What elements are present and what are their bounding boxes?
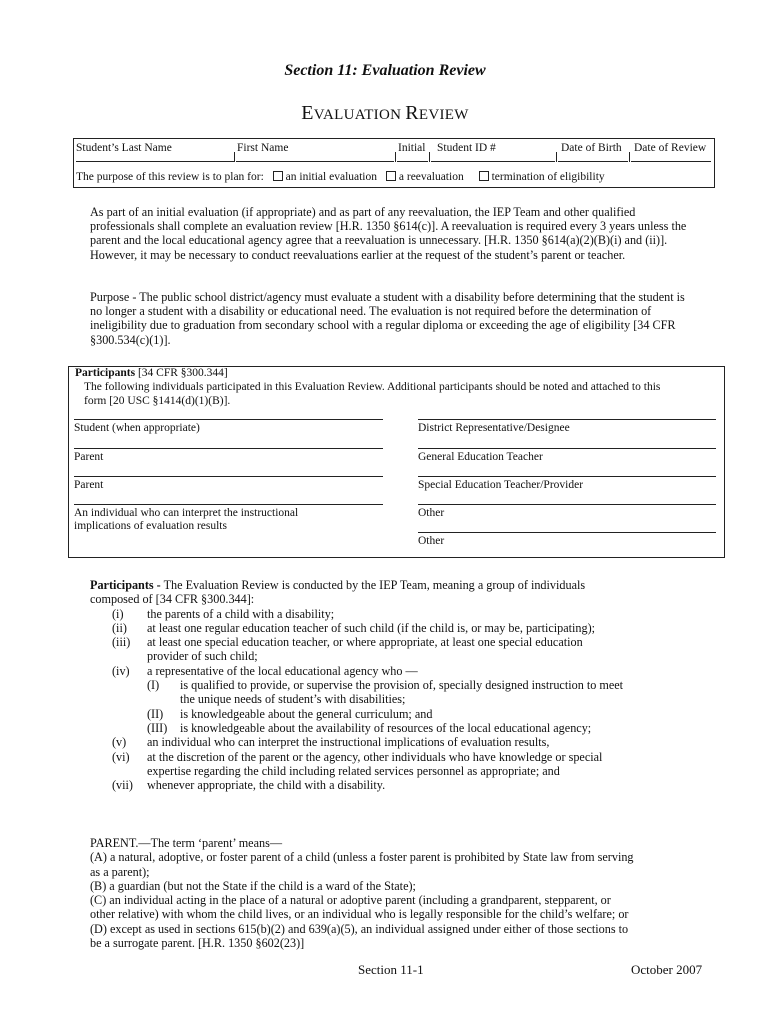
list-item-text: at the discretion of the parent or the agency, other individuals who have knowledge or special [147,749,603,764]
participants-list-intro-2: composed of [34 CFR §300.344]: [90,592,255,607]
signature-line-other-1[interactable] [418,504,716,505]
section-title: Section 11: Evaluation Review [284,62,486,79]
list-item [90,664,710,678]
participants-list-intro [90,578,710,592]
parent-def-line: (D) except as used in sections 615(b)(2) and 639(a)(5), an individual assigned under either of those sections to [90,921,629,936]
list-item-text: at least one special education teacher, or where appropriate, at least one special education [147,635,583,650]
field-divider [556,152,557,162]
list-item-number: (i) [112,606,124,621]
signature-line-gen-ed-teacher[interactable] [418,448,716,449]
list-item-continuation: provider of such child; [147,649,258,664]
sub-list-item [90,721,710,735]
title-letter-e: E [301,102,314,124]
sub-list-item [90,707,710,721]
initial-field[interactable] [397,161,428,162]
sped-teacher-label: Special Education Teacher/Provider [418,479,584,491]
signature-line-parent-1[interactable] [74,448,383,449]
sub-list-item-text: is knowledgeable about the general curriculum; and [180,706,433,721]
participants-list-heading: Participants - [90,578,161,592]
list-item-number: (vii) [112,778,133,793]
list-item [90,635,710,649]
last-name-label: Student’s Last Name [76,142,172,154]
title-part-1: VALUATION [313,107,406,123]
other-label-1: Other [418,507,445,519]
field-divider [629,152,630,162]
participants-list [90,578,710,792]
list-item-number: (iv) [112,663,130,678]
gen-ed-teacher-label: General Education Teacher [418,451,543,463]
student-signature-label: Student (when appropriate) [74,422,200,434]
student-id-field[interactable] [431,161,555,162]
first-name-field[interactable] [236,161,394,162]
date-review-label: Date of Review [634,142,707,154]
list-item-text: the parents of a child with a disability; [147,606,335,621]
list-item [90,735,710,749]
participants-heading-bold: Participants [75,367,136,379]
district-rep-label: District Representative/Designee [418,422,570,434]
parent-def-line: other relative) with whom the child lives, or an individual who is legally responsible for the child’s welfare; or [90,907,629,922]
termination-label: termination of eligibility [491,171,605,183]
participants-list-intro-1: The Evaluation Review is conducted by the IEP Team, meaning a group of individuals [160,578,586,592]
list-item-text: at least one regular education teacher of such child (if the child is, or may be, participating); [147,620,596,635]
intro-paragraph-1: As part of an initial evaluation (if appropriate) and as part of any reevaluation, the IEP Team and other qualified professionals shall complete an evaluation review [H.R. 1350 §614(c)]. A reevaluation is required every 3 years unless the parent and the local educational agency agree that a reevaluation is unnecessary. [H.R. 1350 §614(a)(2)(B)(i) and (ii)]. However, it may be necessary to conduct reevaluations earlier at the request of the student’s parent or teacher. [90,205,687,262]
parent-signature-label: Parent [74,451,104,463]
sub-list-item-number: (II) [147,706,164,721]
student-id-label: Student ID # [437,142,496,154]
other-label-2: Other [418,535,445,547]
parent-def-line: (C) an individual acting in the place of a natural or adoptive parent (including a grandparent, stepparent, or [90,893,611,908]
parent-def-line: as a parent); [90,864,150,879]
list-item-text: a representative of the local educational agency who — [147,663,418,678]
participants-cite: [34 CFR §300.344] [135,367,228,379]
list-item-text: an individual who can interpret the instructional implications of evaluation results, [147,735,550,750]
date-review-field[interactable] [631,161,711,162]
field-divider [429,152,430,162]
signature-line-district-rep[interactable] [418,419,716,420]
reevaluation-checkbox[interactable] [386,171,396,181]
sub-list-item-text: is knowledgeable about the availability of resources of the local educational agency; [180,720,592,735]
participants-heading [75,367,228,379]
sub-list-item-text: is qualified to provide, or supervise the provision of, specially designed instruction to meet [180,678,624,693]
field-divider [395,152,396,162]
participants-desc-2: form [20 USC §1414(d)(1)(B)]. [84,395,231,407]
title-part-2: EVIEW [418,107,469,123]
sub-list-item [90,678,710,692]
initial-evaluation-label: an initial evaluation [285,171,378,183]
list-item-number: (v) [112,735,127,750]
page-number: Section 11-1 [358,962,424,977]
termination-checkbox[interactable] [479,171,489,181]
purpose-label: The purpose of this review is to plan for: [76,171,264,183]
initial-label: Initial [398,142,426,154]
last-name-field[interactable] [76,161,234,162]
list-item-continuation: expertise regarding the child including related services personnel as appropriate; and [147,763,560,778]
page-title [0,102,770,125]
sub-list-item-continuation: the unique needs of student’s with disabilities; [180,692,406,707]
signature-line-interpreter[interactable] [74,504,383,505]
dob-field[interactable] [558,161,628,162]
first-name-label: First Name [237,142,289,154]
parent-def-line: be a surrogate parent. [H.R. 1350 §602(23)] [90,936,305,951]
participants-desc-1: The following individuals participated in this Evaluation Review. Additional participants should be noted and attached to this [84,381,661,393]
signature-line-student[interactable] [74,419,383,420]
parent-def-line: PARENT.—The term ‘parent’ means— [90,836,283,850]
dob-label: Date of Birth [561,142,622,154]
participants-box [68,366,725,558]
list-item [90,607,710,621]
initial-evaluation-checkbox[interactable] [273,171,283,181]
field-divider [234,152,235,162]
list-item-text: whenever appropriate, the child with a disability. [147,778,386,793]
purpose-row [76,171,605,183]
parent-definition [90,836,720,950]
parent-def-line: (B) a guardian (but not the State if the child is a ward of the State); [90,878,416,893]
footer-date: October 2007 [631,962,703,977]
signature-line-sped-teacher[interactable] [418,476,716,477]
student-info-box [73,138,715,188]
list-item-number: (ii) [112,620,127,635]
title-letter-r: R [405,102,419,124]
reevaluation-label: a reevaluation [398,171,464,183]
list-item [90,750,710,764]
sub-list-item-number: (III) [147,720,168,735]
interpreter-signature-label-2: implications of evaluation results [74,520,227,532]
parent-signature-label: Parent [74,479,104,491]
list-item [90,621,710,635]
sub-list-item-number: (I) [147,678,160,693]
list-item-number: (vi) [112,749,130,764]
list-item-number: (iii) [112,635,131,650]
signature-line-parent-2[interactable] [74,476,383,477]
purpose-paragraph: Purpose - The public school district/agency must evaluate a student with a disability before determining that the student is no longer a student with a disability or educational need. The evaluation is not required before the determination of ineligibility due to graduation from secondary school with a regular diploma or exceeding the age of eligibility [34 CFR §300.534(c)(1)]. [90,290,685,347]
list-item [90,778,710,792]
signature-line-other-2[interactable] [418,532,716,533]
interpreter-signature-label: An individual who can interpret the instructional [74,507,299,519]
parent-def-line: (A) a natural, adoptive, or foster parent of a child (unless a foster parent is prohibited by State law from serving [90,850,634,865]
